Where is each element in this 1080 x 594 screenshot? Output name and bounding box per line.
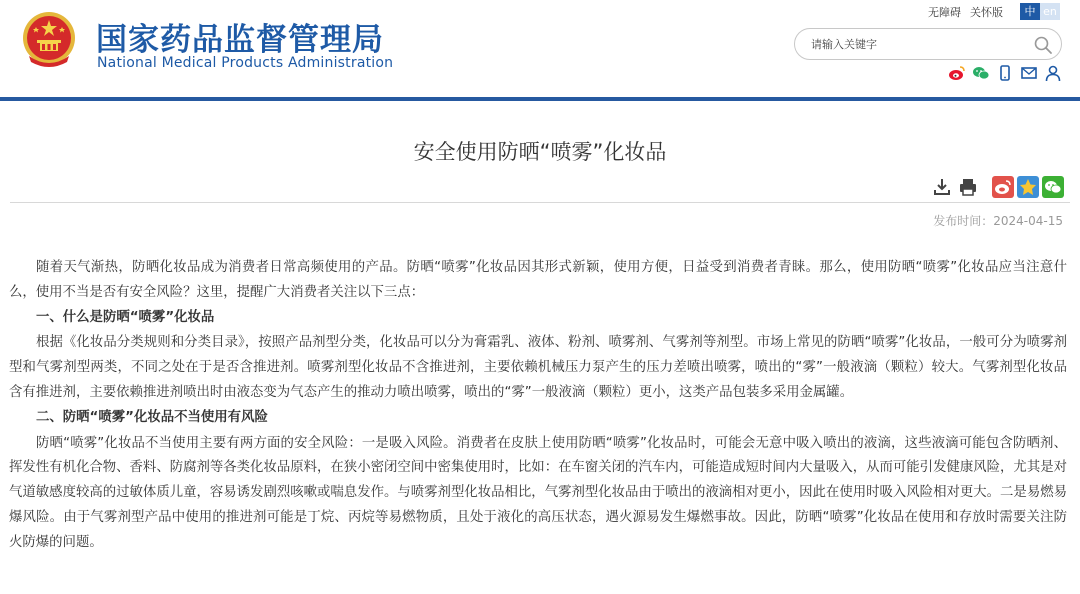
social-links [948, 64, 1062, 82]
search-icon[interactable] [1033, 35, 1053, 55]
download-icon[interactable] [932, 177, 952, 197]
weibo-icon[interactable] [948, 64, 966, 82]
search-box [794, 28, 1062, 60]
mail-icon[interactable] [1020, 64, 1038, 82]
paragraph-section-1: 根据《化妆品分类规则和分类目录》，按照产品剂型分类，化妆品可以分为膏霜乳、液体、粉剂、喷雾剂、气雾剂等剂型。市场上常见的防晒“喷雾”化妆品，一般可分为喷雾剂型和气雾剂型两类，不同之处在于是否含推进剂。喷雾剂型化妆品不含推进剂，主要依赖机械压力泵产生的压力差喷出喷雾，喷出的“雾”一般液滴（颗粒）较大。气雾剂型化妆品含有推进剂，主要依赖推进剂喷出时由液态变为气态产生的推动力喷出喷雾，喷出的“雾”一般液滴（颗粒）更小，这类产品包装多采用金属罐。 [9, 335, 1067, 400]
article-tools [932, 177, 978, 197]
publish-date: 发布时间：2024-04-15 [933, 214, 1063, 228]
site-name-cn[interactable]: 国家药品监督管理局 [96, 22, 384, 58]
title-divider [10, 202, 1070, 203]
print-icon[interactable] [958, 177, 978, 197]
site-header [0, 0, 1080, 98]
share-buttons [992, 176, 1064, 198]
section-heading-2: 二、防晒“喷雾”化妆品不当使用有风险 [36, 410, 268, 426]
paragraph-intro: 随着天气渐热，防晒化妆品成为消费者日常高频使用的产品。防晒“喷雾”化妆品因其形式新颖，使用方便，日益受到消费者青睐。那么，使用防晒“喷雾”化妆品应当注意什么，使用不当是否有安全风险？这里，提醒广大消费者关注以下三点： [9, 260, 1067, 300]
care-mode-link[interactable]: 关怀版 [970, 6, 1003, 19]
section-heading-1: 一、什么是防晒“喷雾”化妆品 [36, 310, 215, 326]
share-wechat-icon[interactable] [1042, 176, 1064, 198]
share-weibo-icon[interactable] [992, 176, 1014, 198]
search-input[interactable] [811, 35, 1021, 53]
wechat-icon[interactable] [972, 64, 990, 82]
header-divider-bar [0, 97, 1080, 101]
article-content [9, 256, 1067, 556]
paragraph-section-2: 防晒“喷雾”化妆品不当使用主要有两方面的安全风险：一是吸入风险。消费者在皮肤上使用防晒“喷雾”化妆品时，可能会无意中吸入喷出的液滴，这些液滴可能包含防晒剂、挥发性有机化合物、香料、防腐剂等各类化妆品原料，在狭小密闭空间中密集使用时，比如：在车窗关闭的汽车内，可能造成短时间内大量吸入，从而可能引发健康风险，尤其是对气道敏感度较高的过敏体质儿童，容易诱发剧烈咳嗽或喘息发作。与喷雾剂型化妆品相比，气雾剂型化妆品由于喷出的液滴相对更小，因此在使用时吸入风险相对更大。二是易燃易爆风险。由于气雾剂型产品中使用的推进剂可能是丁烷、丙烷等易燃物质，且处于液化的高压状态，遇火源易发生爆燃事故。因此，防晒“喷雾”化妆品在使用和存放时需要关注防火防爆的问题。 [9, 435, 1067, 550]
lang-en-button[interactable]: en [1040, 3, 1060, 20]
accessibility-link[interactable]: 无障碍 [928, 6, 961, 19]
site-name-en[interactable]: National Medical Products Administration [97, 55, 394, 71]
language-switch [1020, 3, 1060, 20]
article-title: 安全使用防晒“喷雾”化妆品 [413, 140, 667, 164]
lang-cn-button[interactable]: 中 [1020, 3, 1040, 20]
share-qzone-icon[interactable] [1017, 176, 1039, 198]
national-emblem-icon[interactable] [20, 10, 78, 70]
top-links [928, 4, 1012, 20]
mobile-icon[interactable] [996, 64, 1014, 82]
user-icon[interactable] [1044, 64, 1062, 82]
